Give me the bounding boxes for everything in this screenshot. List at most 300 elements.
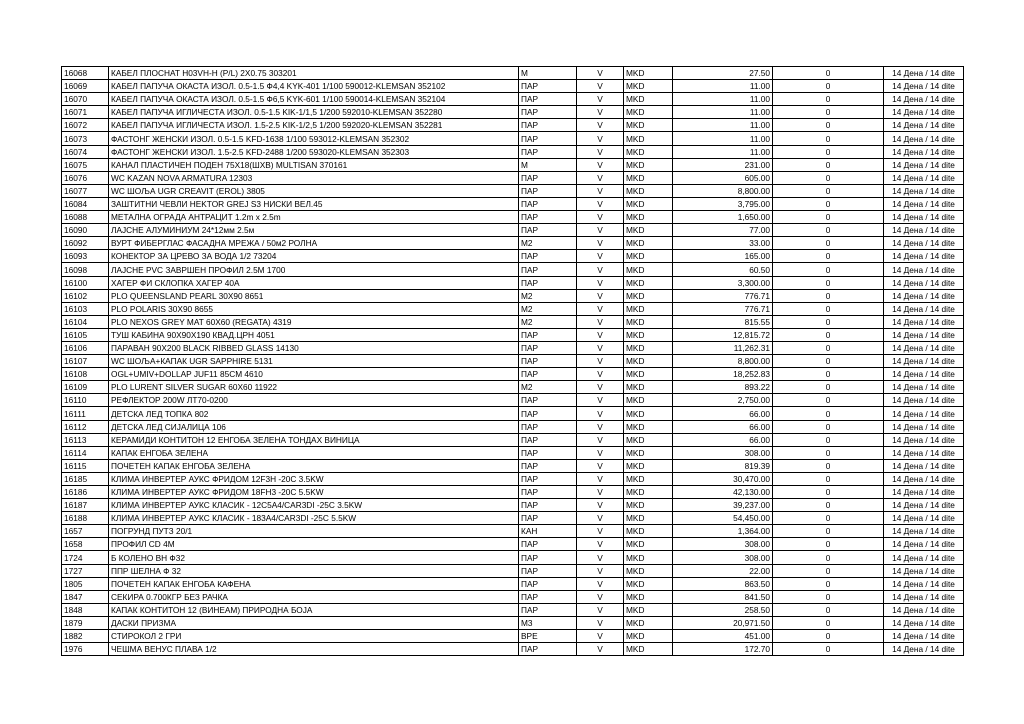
item-delivery: 14 Дена / 14 dite bbox=[884, 119, 964, 132]
item-flag: V bbox=[577, 368, 624, 381]
item-delivery: 14 Дена / 14 dite bbox=[884, 590, 964, 603]
item-name: ПРОФИЛ CD 4М bbox=[109, 538, 519, 551]
item-unit: ПАР bbox=[519, 486, 577, 499]
item-unit: ПАР bbox=[519, 355, 577, 368]
item-code: 16110 bbox=[62, 394, 109, 407]
item-quantity: 0 bbox=[773, 328, 884, 341]
item-unit: КАН bbox=[519, 525, 577, 538]
item-price: 42,130.00 bbox=[673, 486, 773, 499]
item-currency: MKD bbox=[624, 250, 673, 263]
price-list-table bbox=[61, 66, 964, 656]
item-quantity: 0 bbox=[773, 119, 884, 132]
item-quantity: 0 bbox=[773, 171, 884, 184]
item-flag: V bbox=[577, 158, 624, 171]
item-name: WC ШОЉА+КАПАК UGR SAPPHIRE 5131 bbox=[109, 355, 519, 368]
item-unit: ПАР bbox=[519, 551, 577, 564]
table-row bbox=[62, 564, 964, 577]
item-price: 3,795.00 bbox=[673, 197, 773, 210]
table-row bbox=[62, 603, 964, 616]
item-price: 451.00 bbox=[673, 630, 773, 643]
item-quantity: 0 bbox=[773, 158, 884, 171]
item-name: СЕКИРА 0.700КГР БЕЗ РАЧКА bbox=[109, 590, 519, 603]
item-quantity: 0 bbox=[773, 381, 884, 394]
table-row bbox=[62, 80, 964, 93]
item-currency: MKD bbox=[624, 263, 673, 276]
table-row bbox=[62, 302, 964, 315]
item-unit: М bbox=[519, 67, 577, 80]
table-row bbox=[62, 486, 964, 499]
item-name: КЛИМА ИНВЕРТЕР АУКС КЛАСИК - 12C5A4/CAR3DI -25C 3.5KW bbox=[109, 499, 519, 512]
item-flag: V bbox=[577, 224, 624, 237]
table-row bbox=[62, 250, 964, 263]
item-name: OGL+UMIV+DOLLAP JUF11 85CM 4610 bbox=[109, 368, 519, 381]
item-quantity: 0 bbox=[773, 302, 884, 315]
item-delivery: 14 Дена / 14 dite bbox=[884, 420, 964, 433]
table-body bbox=[62, 67, 964, 656]
item-quantity: 0 bbox=[773, 250, 884, 263]
item-unit: ПАР bbox=[519, 394, 577, 407]
item-unit: ПАР bbox=[519, 538, 577, 551]
item-code: 16186 bbox=[62, 486, 109, 499]
item-flag: V bbox=[577, 538, 624, 551]
item-currency: MKD bbox=[624, 472, 673, 485]
item-currency: MKD bbox=[624, 446, 673, 459]
item-currency: MKD bbox=[624, 184, 673, 197]
item-code: 16188 bbox=[62, 512, 109, 525]
item-price: 22.00 bbox=[673, 564, 773, 577]
item-currency: MKD bbox=[624, 616, 673, 629]
item-quantity: 0 bbox=[773, 577, 884, 590]
item-unit: ПАР bbox=[519, 145, 577, 158]
item-price: 20,971.50 bbox=[673, 616, 773, 629]
item-currency: MKD bbox=[624, 106, 673, 119]
item-code: 16088 bbox=[62, 211, 109, 224]
item-price: 605.00 bbox=[673, 171, 773, 184]
item-name: КЕРАМИДИ КОНТИТОН 12 ЕНГОБА ЗЕЛЕНА ТОНДАХ ВИНИЦА bbox=[109, 433, 519, 446]
item-price: 60.50 bbox=[673, 263, 773, 276]
table-row bbox=[62, 237, 964, 250]
item-currency: MKD bbox=[624, 145, 673, 158]
table-row bbox=[62, 551, 964, 564]
item-delivery: 14 Дена / 14 dite bbox=[884, 171, 964, 184]
item-code: 16084 bbox=[62, 197, 109, 210]
item-unit: ПАР bbox=[519, 106, 577, 119]
item-unit: ПАР bbox=[519, 420, 577, 433]
item-price: 12,815.72 bbox=[673, 328, 773, 341]
item-price: 11.00 bbox=[673, 145, 773, 158]
item-code: 16104 bbox=[62, 315, 109, 328]
item-code: 1847 bbox=[62, 590, 109, 603]
item-flag: V bbox=[577, 67, 624, 80]
item-flag: V bbox=[577, 603, 624, 616]
item-code: 16111 bbox=[62, 407, 109, 420]
item-currency: MKD bbox=[624, 564, 673, 577]
item-delivery: 14 Дена / 14 dite bbox=[884, 328, 964, 341]
item-quantity: 0 bbox=[773, 93, 884, 106]
item-flag: V bbox=[577, 80, 624, 93]
item-code: 16112 bbox=[62, 420, 109, 433]
item-name: ППР ШЕЛНА Ф 32 bbox=[109, 564, 519, 577]
item-flag: V bbox=[577, 184, 624, 197]
item-price: 11.00 bbox=[673, 93, 773, 106]
item-flag: V bbox=[577, 499, 624, 512]
item-unit: ПАР bbox=[519, 577, 577, 590]
item-unit: ПАР bbox=[519, 459, 577, 472]
item-delivery: 14 Дена / 14 dite bbox=[884, 525, 964, 538]
item-delivery: 14 Дена / 14 dite bbox=[884, 67, 964, 80]
item-delivery: 14 Дена / 14 dite bbox=[884, 80, 964, 93]
table-row bbox=[62, 158, 964, 171]
item-name: ЛАЈСНЕ АЛУМИНИУМ 24*12мм 2.5м bbox=[109, 224, 519, 237]
item-delivery: 14 Дена / 14 dite bbox=[884, 643, 964, 656]
table-row bbox=[62, 224, 964, 237]
item-unit: ПАР bbox=[519, 211, 577, 224]
item-currency: MKD bbox=[624, 420, 673, 433]
item-price: 819.39 bbox=[673, 459, 773, 472]
item-unit: ПАР bbox=[519, 341, 577, 354]
table-row bbox=[62, 315, 964, 328]
item-delivery: 14 Дена / 14 dite bbox=[884, 158, 964, 171]
item-currency: MKD bbox=[624, 512, 673, 525]
item-flag: V bbox=[577, 106, 624, 119]
item-name: ТУШ КАБИНА 90X90X190 КВАД.ЦРН 4051 bbox=[109, 328, 519, 341]
item-unit: ПАР bbox=[519, 328, 577, 341]
item-unit: ПАР bbox=[519, 224, 577, 237]
item-name: WC KAZAN NOVA ARMATURA 12303 bbox=[109, 171, 519, 184]
item-currency: MKD bbox=[624, 630, 673, 643]
item-delivery: 14 Дена / 14 dite bbox=[884, 237, 964, 250]
item-quantity: 0 bbox=[773, 197, 884, 210]
item-code: 1727 bbox=[62, 564, 109, 577]
item-quantity: 0 bbox=[773, 420, 884, 433]
item-delivery: 14 Дена / 14 dite bbox=[884, 106, 964, 119]
item-delivery: 14 Дена / 14 dite bbox=[884, 577, 964, 590]
item-price: 1,650.00 bbox=[673, 211, 773, 224]
item-quantity: 0 bbox=[773, 525, 884, 538]
item-price: 231.00 bbox=[673, 158, 773, 171]
item-name: КЛИМА ИНВЕРТЕР АУКС ФРИДОМ 18FH3 -20C 5.5KW bbox=[109, 486, 519, 499]
item-quantity: 0 bbox=[773, 224, 884, 237]
item-code: 16073 bbox=[62, 132, 109, 145]
item-name: КАБЕЛ ПАПУЧА ОКАСТА ИЗОЛ. 0.5-1.5 Ф4,4 KYK-401 1/100 590012-KLEMSAN 352102 bbox=[109, 80, 519, 93]
item-quantity: 0 bbox=[773, 407, 884, 420]
item-flag: V bbox=[577, 525, 624, 538]
item-currency: MKD bbox=[624, 158, 673, 171]
item-unit: М2 bbox=[519, 315, 577, 328]
item-delivery: 14 Дена / 14 dite bbox=[884, 289, 964, 302]
item-name: PLO QUEENSLAND PEARL 30X90 8651 bbox=[109, 289, 519, 302]
item-delivery: 14 Дена / 14 dite bbox=[884, 603, 964, 616]
item-currency: MKD bbox=[624, 355, 673, 368]
item-name: WC ШОЉА UGR CREAVIT (EROL) 3805 bbox=[109, 184, 519, 197]
item-price: 815.55 bbox=[673, 315, 773, 328]
item-name: ЗАШТИТНИ ЧЕВЛИ HEKTOR GREJ S3 НИСКИ ВЕЛ.45 bbox=[109, 197, 519, 210]
table-row bbox=[62, 341, 964, 354]
item-flag: V bbox=[577, 472, 624, 485]
table-row bbox=[62, 512, 964, 525]
item-delivery: 14 Дена / 14 dite bbox=[884, 197, 964, 210]
item-unit: ПАР bbox=[519, 184, 577, 197]
item-unit: М2 bbox=[519, 237, 577, 250]
item-name: ПОГРУНД ПУТЗ 20/1 bbox=[109, 525, 519, 538]
item-code: 16092 bbox=[62, 237, 109, 250]
item-price: 54,450.00 bbox=[673, 512, 773, 525]
item-delivery: 14 Дена / 14 dite bbox=[884, 551, 964, 564]
item-delivery: 14 Дена / 14 dite bbox=[884, 499, 964, 512]
item-price: 893.22 bbox=[673, 381, 773, 394]
item-flag: V bbox=[577, 289, 624, 302]
item-quantity: 0 bbox=[773, 472, 884, 485]
item-price: 165.00 bbox=[673, 250, 773, 263]
item-flag: V bbox=[577, 263, 624, 276]
item-currency: MKD bbox=[624, 93, 673, 106]
item-unit: ПАР bbox=[519, 433, 577, 446]
item-delivery: 14 Дена / 14 dite bbox=[884, 407, 964, 420]
item-name: PLO LURENT SILVER SUGAR 60X60 11922 bbox=[109, 381, 519, 394]
item-quantity: 0 bbox=[773, 80, 884, 93]
item-flag: V bbox=[577, 486, 624, 499]
table-row bbox=[62, 577, 964, 590]
item-unit: ПАР bbox=[519, 472, 577, 485]
item-flag: V bbox=[577, 420, 624, 433]
item-flag: V bbox=[577, 394, 624, 407]
item-quantity: 0 bbox=[773, 590, 884, 603]
item-code: 16102 bbox=[62, 289, 109, 302]
item-delivery: 14 Дена / 14 dite bbox=[884, 145, 964, 158]
item-code: 16114 bbox=[62, 446, 109, 459]
item-delivery: 14 Дена / 14 dite bbox=[884, 630, 964, 643]
item-quantity: 0 bbox=[773, 433, 884, 446]
table-row bbox=[62, 171, 964, 184]
item-currency: MKD bbox=[624, 328, 673, 341]
item-quantity: 0 bbox=[773, 643, 884, 656]
item-price: 3,300.00 bbox=[673, 276, 773, 289]
item-delivery: 14 Дена / 14 dite bbox=[884, 276, 964, 289]
item-code: 1658 bbox=[62, 538, 109, 551]
table-row bbox=[62, 499, 964, 512]
item-price: 11.00 bbox=[673, 119, 773, 132]
item-name: ПОЧЕТЕН КАПАК ЕНГОБА КАФЕНА bbox=[109, 577, 519, 590]
item-unit: ПАР bbox=[519, 564, 577, 577]
item-name: PLO NEXOS GREY MAT 60X60 (REGATA) 4319 bbox=[109, 315, 519, 328]
item-code: 16105 bbox=[62, 328, 109, 341]
item-quantity: 0 bbox=[773, 394, 884, 407]
item-unit: ПАР bbox=[519, 132, 577, 145]
item-code: 16107 bbox=[62, 355, 109, 368]
table-row bbox=[62, 145, 964, 158]
item-unit: ПАР bbox=[519, 171, 577, 184]
item-price: 66.00 bbox=[673, 407, 773, 420]
table-row bbox=[62, 263, 964, 276]
item-unit: ПАР bbox=[519, 80, 577, 93]
item-currency: MKD bbox=[624, 499, 673, 512]
item-price: 8,800.00 bbox=[673, 184, 773, 197]
item-name: ЧЕШМА ВЕНУС ПЛАВА 1/2 bbox=[109, 643, 519, 656]
item-flag: V bbox=[577, 512, 624, 525]
table-row bbox=[62, 381, 964, 394]
item-price: 308.00 bbox=[673, 538, 773, 551]
item-name: КАБЕЛ ПАПУЧА ОКАСТА ИЗОЛ. 0.5-1.5 Ф6,5 KYK-601 1/100 590014-KLEMSAN 352104 bbox=[109, 93, 519, 106]
item-code: 16103 bbox=[62, 302, 109, 315]
item-currency: MKD bbox=[624, 289, 673, 302]
item-flag: V bbox=[577, 355, 624, 368]
item-flag: V bbox=[577, 250, 624, 263]
item-quantity: 0 bbox=[773, 67, 884, 80]
item-currency: MKD bbox=[624, 433, 673, 446]
table-row bbox=[62, 407, 964, 420]
item-code: 16108 bbox=[62, 368, 109, 381]
table-row bbox=[62, 328, 964, 341]
table-row bbox=[62, 420, 964, 433]
item-code: 16074 bbox=[62, 145, 109, 158]
item-delivery: 14 Дена / 14 dite bbox=[884, 224, 964, 237]
item-currency: MKD bbox=[624, 538, 673, 551]
item-currency: MKD bbox=[624, 394, 673, 407]
table-row bbox=[62, 525, 964, 538]
item-currency: MKD bbox=[624, 302, 673, 315]
item-flag: V bbox=[577, 145, 624, 158]
item-currency: MKD bbox=[624, 643, 673, 656]
item-unit: ПАР bbox=[519, 276, 577, 289]
table-row bbox=[62, 630, 964, 643]
item-quantity: 0 bbox=[773, 355, 884, 368]
item-unit: ПАР bbox=[519, 407, 577, 420]
item-name: ДАСКИ ПРИЗМА bbox=[109, 616, 519, 629]
item-quantity: 0 bbox=[773, 630, 884, 643]
item-name: КЛИМА ИНВЕРТЕР АУКС КЛАСИК - 183A4/CAR3DI -25C 5.5KW bbox=[109, 512, 519, 525]
item-quantity: 0 bbox=[773, 564, 884, 577]
table-row bbox=[62, 197, 964, 210]
table-row bbox=[62, 538, 964, 551]
item-code: 16185 bbox=[62, 472, 109, 485]
item-currency: MKD bbox=[624, 381, 673, 394]
table-row bbox=[62, 93, 964, 106]
item-code: 16068 bbox=[62, 67, 109, 80]
item-currency: MKD bbox=[624, 67, 673, 80]
item-name: ДЕТСКА ЛЕД СИЈАЛИЦА 106 bbox=[109, 420, 519, 433]
item-price: 66.00 bbox=[673, 433, 773, 446]
item-price: 11.00 bbox=[673, 80, 773, 93]
table-row bbox=[62, 132, 964, 145]
item-code: 16100 bbox=[62, 276, 109, 289]
item-unit: ВРЕ bbox=[519, 630, 577, 643]
item-price: 33.00 bbox=[673, 237, 773, 250]
item-flag: V bbox=[577, 132, 624, 145]
item-quantity: 0 bbox=[773, 145, 884, 158]
item-price: 172.70 bbox=[673, 643, 773, 656]
item-unit: М2 bbox=[519, 302, 577, 315]
item-quantity: 0 bbox=[773, 211, 884, 224]
item-name: СТИРОКОЛ 2 ГРИ bbox=[109, 630, 519, 643]
item-delivery: 14 Дена / 14 dite bbox=[884, 538, 964, 551]
item-code: 16093 bbox=[62, 250, 109, 263]
item-unit: ПАР bbox=[519, 368, 577, 381]
item-name: ДЕТСКА ЛЕД ТОПКА 802 bbox=[109, 407, 519, 420]
item-quantity: 0 bbox=[773, 538, 884, 551]
item-quantity: 0 bbox=[773, 237, 884, 250]
table-row bbox=[62, 276, 964, 289]
item-currency: MKD bbox=[624, 459, 673, 472]
table-row bbox=[62, 368, 964, 381]
item-delivery: 14 Дена / 14 dite bbox=[884, 184, 964, 197]
item-delivery: 14 Дена / 14 dite bbox=[884, 616, 964, 629]
item-delivery: 14 Дена / 14 dite bbox=[884, 302, 964, 315]
item-currency: MKD bbox=[624, 119, 673, 132]
item-quantity: 0 bbox=[773, 341, 884, 354]
table-row bbox=[62, 184, 964, 197]
item-quantity: 0 bbox=[773, 289, 884, 302]
item-name: КАНАЛ ПЛАСТИЧЕН ПОДЕН 75Х18(ШХВ) MULTISAN 370161 bbox=[109, 158, 519, 171]
item-price: 77.00 bbox=[673, 224, 773, 237]
item-code: 1805 bbox=[62, 577, 109, 590]
item-name: ЛАЈСНЕ PVC ЗАВРШЕН ПРОФИЛ 2.5М 1700 bbox=[109, 263, 519, 276]
item-flag: V bbox=[577, 433, 624, 446]
item-flag: V bbox=[577, 341, 624, 354]
item-name: КАПАК ЕНГОБА ЗЕЛЕНА bbox=[109, 446, 519, 459]
item-flag: V bbox=[577, 237, 624, 250]
item-name: РЕФЛЕКТОР 200W ЛТ70-0200 bbox=[109, 394, 519, 407]
item-code: 1724 bbox=[62, 551, 109, 564]
item-quantity: 0 bbox=[773, 184, 884, 197]
item-unit: ПАР bbox=[519, 603, 577, 616]
item-flag: V bbox=[577, 119, 624, 132]
table-row bbox=[62, 590, 964, 603]
item-currency: MKD bbox=[624, 211, 673, 224]
item-quantity: 0 bbox=[773, 486, 884, 499]
item-price: 1,364.00 bbox=[673, 525, 773, 538]
item-flag: V bbox=[577, 381, 624, 394]
item-unit: ПАР bbox=[519, 119, 577, 132]
item-currency: MKD bbox=[624, 132, 673, 145]
table-row bbox=[62, 67, 964, 80]
item-delivery: 14 Дена / 14 dite bbox=[884, 394, 964, 407]
item-code: 1879 bbox=[62, 616, 109, 629]
item-flag: V bbox=[577, 446, 624, 459]
item-code: 16070 bbox=[62, 93, 109, 106]
item-unit: ПАР bbox=[519, 263, 577, 276]
item-price: 776.71 bbox=[673, 289, 773, 302]
item-name: ПАРАВАН 90X200 BLACK RIBBED GLASS 14130 bbox=[109, 341, 519, 354]
item-currency: MKD bbox=[624, 368, 673, 381]
item-currency: MKD bbox=[624, 551, 673, 564]
item-name: КАБЕЛ ПЛОСНАТ H03VH-H (P/L) 2X0.75 303201 bbox=[109, 67, 519, 80]
table-row bbox=[62, 211, 964, 224]
item-delivery: 14 Дена / 14 dite bbox=[884, 433, 964, 446]
item-code: 16109 bbox=[62, 381, 109, 394]
item-code: 16115 bbox=[62, 459, 109, 472]
item-flag: V bbox=[577, 616, 624, 629]
table-row bbox=[62, 433, 964, 446]
item-name: КАПАК КОНТИТОН 12 (ВИНЕАМ) ПРИРОДНА БОЈА bbox=[109, 603, 519, 616]
item-quantity: 0 bbox=[773, 276, 884, 289]
item-code: 16113 bbox=[62, 433, 109, 446]
item-delivery: 14 Дена / 14 dite bbox=[884, 459, 964, 472]
item-delivery: 14 Дена / 14 dite bbox=[884, 250, 964, 263]
item-quantity: 0 bbox=[773, 106, 884, 119]
item-price: 308.00 bbox=[673, 551, 773, 564]
item-flag: V bbox=[577, 577, 624, 590]
item-quantity: 0 bbox=[773, 315, 884, 328]
item-unit: М bbox=[519, 158, 577, 171]
item-delivery: 14 Дена / 14 dite bbox=[884, 512, 964, 525]
item-price: 11,262.31 bbox=[673, 341, 773, 354]
item-code: 1882 bbox=[62, 630, 109, 643]
item-unit: ПАР bbox=[519, 643, 577, 656]
item-code: 16106 bbox=[62, 341, 109, 354]
item-price: 258.50 bbox=[673, 603, 773, 616]
table-row bbox=[62, 106, 964, 119]
item-flag: V bbox=[577, 564, 624, 577]
